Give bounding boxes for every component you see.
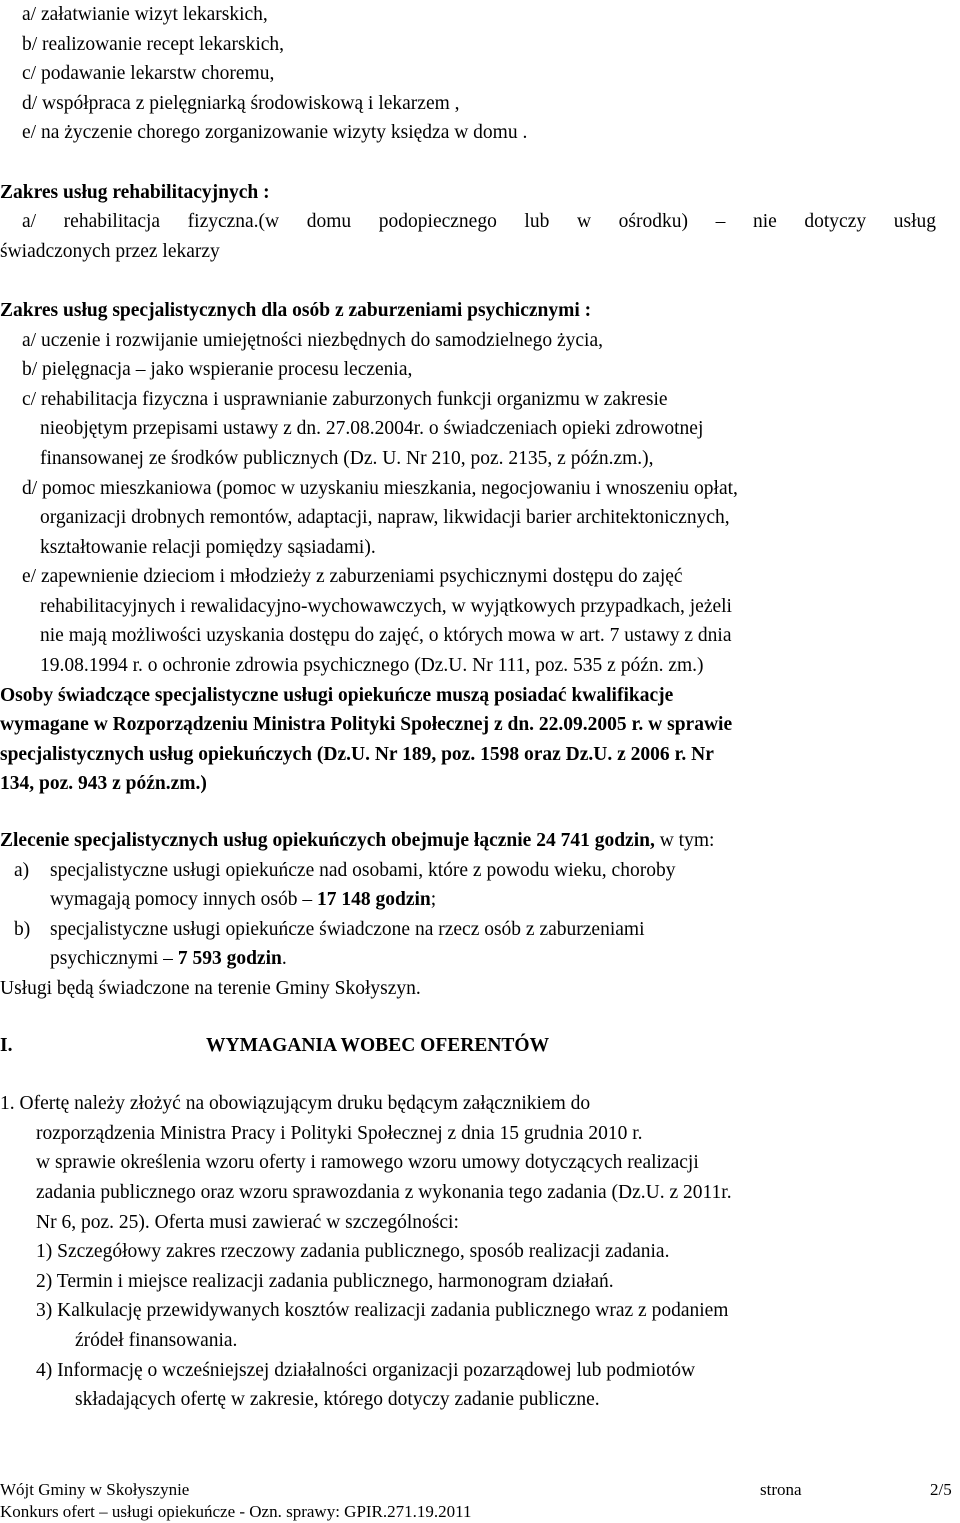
list-item: e/ na życzenie chorego zorganizowanie wizyty księdza w domu . — [22, 122, 528, 144]
offer-paragraph: Nr 6, poz. 25). Oferta musi zawierać w szczególności: — [36, 1211, 459, 1233]
order-item-b-cont: psychicznymi – 7 593 godzin. — [50, 948, 287, 970]
list-item: a/ załatwianie wizyt lekarskich, — [22, 4, 268, 25]
list-item: finansowanej ze środków publicznych (Dz. U. Nr 210, poz. 2135, z późn.zm.), — [40, 447, 654, 469]
list-item: kształtowanie relacji pomiędzy sąsiadami). — [40, 536, 376, 558]
order-intro: Zlecenie specjalistycznych usług opiekuńczych obejmuje łącznie 24 741 godzin, w tym: — [0, 830, 715, 852]
list-item: b/ pielęgnacja – jako wspieranie procesu leczenia, — [22, 359, 413, 381]
footer-author: Wójt Gminy w Skołyszynie — [0, 1480, 190, 1499]
offer-paragraph: zadania publicznego oraz wzoru sprawozdania z wykonania tego zadania (Dz.U. z 2011r. — [36, 1181, 732, 1203]
qualifications-line: 134, poz. 943 z późn.zm.) — [0, 773, 207, 795]
order-item-b: b) specjalistyczne usługi opiekuńcze świadczone na rzecz osób z zaburzeniami — [14, 918, 645, 940]
list-item-cont: źródeł finansowania. — [75, 1329, 238, 1351]
section-number: I. — [0, 1034, 13, 1056]
list-item: nie mają możliwości uzyskania dostępu do zajęć, o których mowa w art. 7 ustawy z dnia — [40, 625, 732, 647]
qualifications-line: Osoby świadczące specjalistyczne usługi opiekuńcze muszą posiadać kwalifikacje — [0, 684, 674, 706]
section-title — [0, 1031, 960, 1061]
list-item: rehabilitacyjnych i rewalidacyjno-wychowawczych, w wyjątkowych przypadkach, jeżeli — [40, 595, 732, 617]
list-item: 3) Kalkulację przewidywanych kosztów realizacji zadania publicznego wraz z podaniem — [36, 1300, 729, 1322]
list-item: d/ współpraca z pielęgniarką środowiskową i lekarzem , — [22, 92, 460, 114]
rehab-line-1: a/ rehabilitacja fizyczna.(w domu podopiecznego lub w ośrodku) – nie dotyczy usług — [22, 211, 936, 233]
offer-paragraph: 1. Ofertę należy złożyć na obowiązującym druku będącym załącznikiem do — [0, 1093, 591, 1115]
list-item: organizacji drobnych remontów, adaptacji, napraw, likwidacji barier architektonicznych, — [40, 507, 730, 529]
qualifications-line: specjalistycznych usług opiekuńczych (Dz.U. Nr 189, poz. 1598 oraz Dz.U. z 2006 r. Nr — [0, 743, 714, 765]
offer-paragraph: rozporządzenia Ministra Pracy i Polityki Społecznej z dnia 15 grudnia 2010 r. — [36, 1122, 643, 1144]
list-item: nieobjętym przepisami ustawy z dn. 27.08.2004r. o świadczeniach opieki zdrowotnej — [40, 418, 704, 440]
page-footer — [0, 1477, 960, 1521]
order-item-a-cont: wymagają pomocy innych osób – 17 148 godzin; — [50, 889, 437, 911]
list-item: 2) Termin i miejsce realizacji zadania publicznego, harmonogram działań. — [36, 1270, 614, 1292]
footer-page-number: 2/5 — [930, 1480, 952, 1499]
list-item: c/ rehabilitacja fizyczna i usprawnianie zaburzonych funkcji organizmu w zakresie — [22, 388, 668, 410]
order-item-a: a) specjalistyczne usługi opiekuńcze nad osobami, które z powodu wieku, choroby — [14, 859, 676, 881]
list-item: b/ realizowanie recept lekarskich, — [22, 33, 285, 55]
list-item: d/ pomoc mieszkaniowa (pomoc w uzyskaniu mieszkania, negocjowaniu i wnoszeniu opłat, — [22, 477, 738, 499]
service-area: Usługi będą świadczone na terenie Gminy Skołyszyn. — [0, 978, 421, 999]
list-item: 19.08.1994 r. o ochronie zdrowia psychicznego (Dz.U. Nr 111, poz. 535 z późn. zm.) — [40, 655, 704, 677]
section-heading-psych: Zakres usług specjalistycznych dla osób z zaburzeniami psychicznymi : — [0, 299, 592, 321]
list-item: 1) Szczegółowy zakres rzeczowy zadania publicznego, sposób realizacji zadania. — [36, 1241, 670, 1263]
list-item: c/ podawanie lekarstw choremu, — [22, 63, 275, 85]
section-heading-rehab: Zakres usług rehabilitacyjnych : — [0, 181, 270, 203]
footer-page-label: strona — [760, 1480, 802, 1499]
list-item: e/ zapewnienie dzieciom i młodzieży z zaburzeniami psychicznymi dostępu do zajęć — [22, 566, 683, 588]
offer-paragraph: w sprawie określenia wzoru oferty i ramowego wzoru umowy dotyczących realizacji — [36, 1152, 699, 1174]
rehab-line-2: świadczonych przez lekarzy — [0, 240, 220, 262]
footer-case-ref: Konkurs ofert – usługi opiekuńcze - Ozn. sprawy: GPIR.271.19.2011 — [0, 1502, 472, 1521]
qualifications-line: wymagane w Rozporządzeniu Ministra Polityki Społecznej z dn. 22.09.2005 r. w sprawie — [0, 714, 733, 736]
list-item-cont: składających ofertę w zakresie, którego dotyczy zadanie publiczne. — [75, 1389, 600, 1411]
list-item: a/ uczenie i rozwijanie umiejętności niezbędnych do samodzielnego życia, — [22, 329, 603, 351]
list-item: 4) Informację o wcześniejszej działalności organizacji pozarządowej lub podmiotów — [36, 1359, 696, 1381]
section-heading: WYMAGANIA WOBEC OFERENTÓW — [206, 1034, 550, 1056]
